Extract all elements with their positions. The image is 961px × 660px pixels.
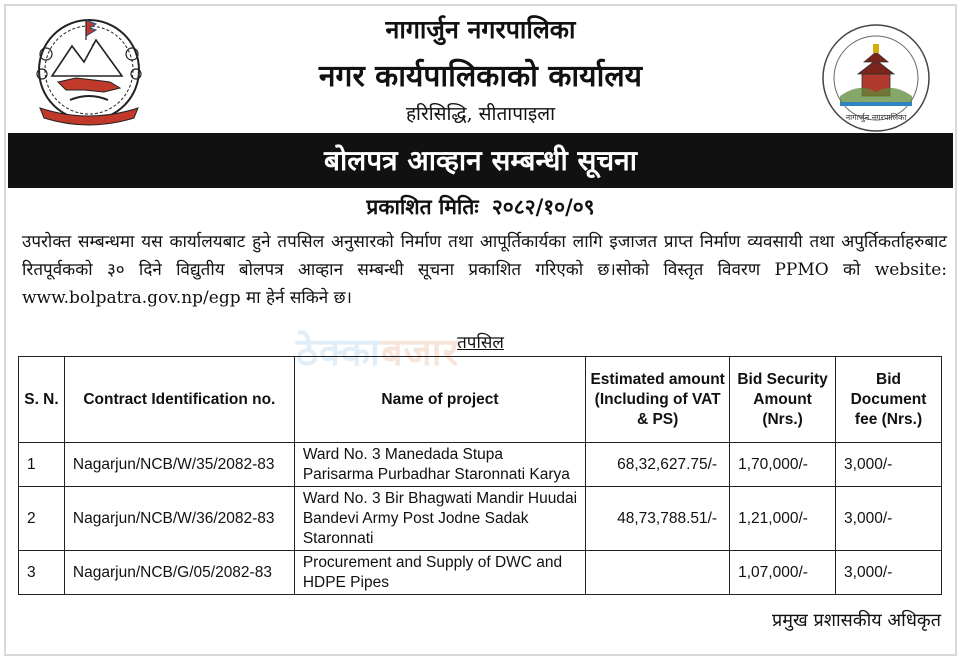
- notice-title-banner: बोलपत्र आव्हान सम्बन्धी सूचना: [8, 133, 953, 188]
- row-bid-security: 1,07,000/-: [730, 551, 836, 595]
- row-document-fee: 3,000/-: [836, 487, 942, 551]
- row-contract-id: Nagarjun/NCB/G/05/2082-83: [64, 551, 294, 595]
- table-row: [19, 443, 942, 487]
- row-project: Procurement and Supply of DWC and HDPE Pipes: [294, 551, 585, 595]
- publication-date-value: २०८२/१०/०९: [491, 194, 595, 219]
- publication-date-label: प्रकाशित मितिः: [366, 194, 479, 219]
- header-sn: S. N.: [19, 357, 65, 443]
- row-sn: 1: [19, 443, 65, 487]
- row-bid-security: 1,21,000/-: [730, 487, 836, 551]
- municipality-name: नागार्जुन नगरपालिका: [385, 15, 576, 44]
- header-contract-id: Contract Identification no.: [64, 357, 294, 443]
- header-project: Name of project: [294, 357, 585, 443]
- header-bid-security: Bid Security Amount (Nrs.): [730, 357, 836, 443]
- row-contract-id: Nagarjun/NCB/W/35/2082-83: [64, 443, 294, 487]
- municipality-logo-text: नागार्जुन नगरपालिका: [845, 113, 907, 122]
- row-project: Ward No. 3 Manedada Stupa Parisarma Purbadhar Staronnati Karya: [294, 443, 585, 487]
- publication-date: [0, 193, 961, 221]
- tapsil-heading: [0, 330, 961, 353]
- row-document-fee: 3,000/-: [836, 443, 942, 487]
- watermark-part-2: बजार: [380, 330, 460, 374]
- watermark-part-1: ठेक्का: [296, 330, 381, 374]
- row-project: Ward No. 3 Bir Bhagwati Mandir Huudai Bandevi Army Post Jodne Sadak Staronnati: [294, 487, 585, 551]
- row-sn: 3: [19, 551, 65, 595]
- row-sn: 2: [19, 487, 65, 551]
- signature-title: प्रमुख प्रशासकीय अधिकृत: [772, 610, 941, 631]
- bid-table: [18, 356, 942, 595]
- table-row: [19, 487, 942, 551]
- row-document-fee: 3,000/-: [836, 551, 942, 595]
- table-header-row: [19, 357, 942, 443]
- row-contract-id: Nagarjun/NCB/W/36/2082-83: [64, 487, 294, 551]
- row-estimated-amount: [586, 551, 730, 595]
- table-row: [19, 551, 942, 595]
- row-estimated-amount: 48,73,788.51/-: [586, 487, 730, 551]
- notice-body: उपरोक्त सम्बन्धमा यस कार्यालयबाट हुने तपसिल अनुसारको निर्माण तथा आपूर्तिकार्यका लागि इजाजत प्राप्त निर्माण व्यवसायी तथा अपुर्तिकर्ताहरुबाट रितपूर्वकको ३० दिने विद्युतीय बोलपत्र आव्हान सम्बन्धी सूचना प्रकाशित गरिएको छ।सोको विस्तृत विवरण PPMO को website: www.bolpatra.gov.np/egp मा हेर्न सकिने छ।: [22, 232, 947, 308]
- tapsil-label: तपसिल: [457, 333, 504, 353]
- office-name: नगर कार्यपालिकाको कार्यालय: [318, 59, 643, 94]
- header-document-fee: Bid Document fee (Nrs.): [836, 357, 942, 443]
- header-estimated-amount: Estimated amount (Including of VAT & PS): [586, 357, 730, 443]
- office-address: हरिसिद्धि, सीतापाइला: [405, 103, 556, 125]
- row-bid-security: 1,70,000/-: [730, 443, 836, 487]
- row-estimated-amount: 68,32,627.75/-: [586, 443, 730, 487]
